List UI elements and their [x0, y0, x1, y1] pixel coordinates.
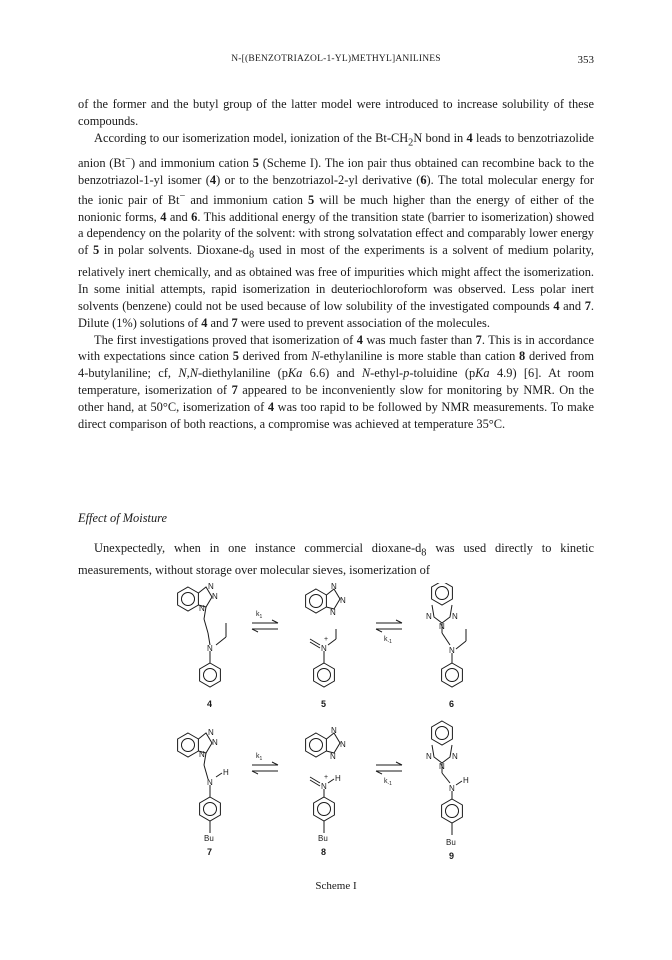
- atom-label: N: [207, 778, 213, 787]
- atom-label: N: [331, 726, 337, 735]
- rate-constant-label: $k_{-1}$: [384, 636, 392, 645]
- atom-label: N: [321, 644, 327, 653]
- arrows-k1-row1: [252, 620, 278, 632]
- rate-constant-label: $k_1$: [256, 753, 263, 762]
- atom-label: H: [223, 768, 229, 777]
- substituent-label: Bu: [318, 834, 328, 843]
- atom-label: H: [335, 774, 341, 783]
- arrows-km1-row2: [376, 762, 402, 774]
- scheme-caption: Scheme I: [315, 880, 357, 892]
- substituent-label: Bu: [446, 838, 456, 847]
- paragraph-2: According to our isomerization model, ionization of the $Bt-CH_2N$ bond in 4 leads to benzotriazolide anion (Bt−) and immonium cation 5 (Scheme I). The ion pair thus obtained can recombine back to the benzotriazol-1-yl isomer (4) or to the benzotriazol-2-yl derivative (6). The total molecular energy for the ionic pair of Bt− and immonium cation 5 will be much higher than the energy of either of the nonionic forms, 4 and 6. This additional energy of the transition state (barrier to isomerization) showed a dependency on the polarity of the solvent: with strong solvatation effect and comparably lower energy of 5 in polar solvents. Dioxane-$d_8$ used in most of the experiments is a solvent of medium polarity, relatively inert chemically, and as obtained was free of impurities which might affect the isomerization. In some initial attempts, rapid isomerization in deuteriochloroform was observed. Less polar inert solvents (benzene) could not be used because of low solubility of the investigated compounds 4 and 7. Dilute (1%) solutions of 4 and 7 were used to prevent association of the molecules.: [78, 130, 595, 330]
- atom-label: N: [439, 622, 445, 631]
- compound-4-structure: [178, 587, 226, 687]
- atom-label: N: [426, 752, 432, 761]
- rate-constant-label: $k_{-1}$: [384, 778, 392, 787]
- atom-label: N: [449, 784, 455, 793]
- charge-label: +: [324, 636, 329, 643]
- arrows-k1-row2: [252, 762, 278, 774]
- paragraph-1: of the former and the butyl group of the latter model were introduced to increase solubility of these compounds.: [78, 97, 594, 128]
- atom-label: N: [330, 752, 336, 761]
- compound-number: 5: [321, 699, 327, 709]
- atom-label: N: [321, 782, 327, 791]
- paragraph-4: Unexpectedly, when in one instance commercial dioxane-$d_8$ was used directly to kinetic measurements, without storage over molecular sieves, isomerization of: [78, 541, 594, 578]
- atom-label: N: [449, 646, 455, 655]
- page-header: [78, 54, 594, 70]
- compound-number: 6: [449, 699, 455, 709]
- paragraph-3: The first investigations proved that isomerization of 4 was much faster than 7. This is in accordance with expectations since cation 5 derived from N-ethylaniline is more stable than cation 8 derived from 4-butylaniline; cf, N,N-diethylaniline (pKa 6.6) and N-ethyl-p-toluidine (pKa 4.9) [6]. At room temperature, isomerization of 7 appeared to be inconveniently slow for monitoring by NMR. On the other hand, at 50°C, isomerization of 4 was too rapid to be followed by NMR measurements. To make direct comparison of both reactions, a compromise was achieved at temperature 35°C.: [78, 332, 594, 431]
- atom-label: N: [208, 583, 214, 591]
- atom-label: N: [199, 750, 205, 759]
- atom-label: N: [452, 752, 458, 761]
- page-number: 353: [577, 54, 594, 66]
- compound-number: 7: [207, 847, 213, 857]
- atom-label: N: [426, 612, 432, 621]
- body-text-continued: [78, 540, 594, 579]
- compound-number: 9: [449, 851, 455, 861]
- atom-label: N: [439, 762, 445, 771]
- atom-label: N: [330, 608, 336, 617]
- atom-label: N: [207, 644, 213, 653]
- atom-label: H: [463, 776, 469, 785]
- atom-label: N: [199, 604, 205, 613]
- atom-label: N: [340, 596, 346, 605]
- rate-constant-label: $k_1$: [256, 611, 263, 620]
- scheme-figure: [150, 583, 522, 873]
- atom-label: N: [452, 612, 458, 621]
- atom-label: N: [340, 740, 346, 749]
- compound-6-structure: [432, 583, 466, 687]
- section-heading: Effect of Moisture: [78, 511, 168, 525]
- atom-label: N: [208, 728, 214, 737]
- scheme-drawing: [150, 583, 522, 873]
- atom-label: N: [212, 592, 218, 601]
- running-title: N-[(BENZOTRIAZOL-1-YL)METHYL]ANILINES: [231, 54, 441, 64]
- compound-9-structure: [432, 721, 463, 835]
- compound-7-structure: [178, 733, 222, 833]
- charge-label: +: [324, 774, 329, 781]
- body-text: [78, 96, 594, 432]
- compound-number: 4: [207, 699, 213, 709]
- arrows-km1-row1: [376, 620, 402, 632]
- compound-5-structure: [310, 629, 336, 687]
- substituent-label: Bu: [204, 834, 214, 843]
- compound-number: 8: [321, 847, 327, 857]
- atom-label: N: [331, 583, 337, 591]
- atom-label: N: [212, 738, 218, 747]
